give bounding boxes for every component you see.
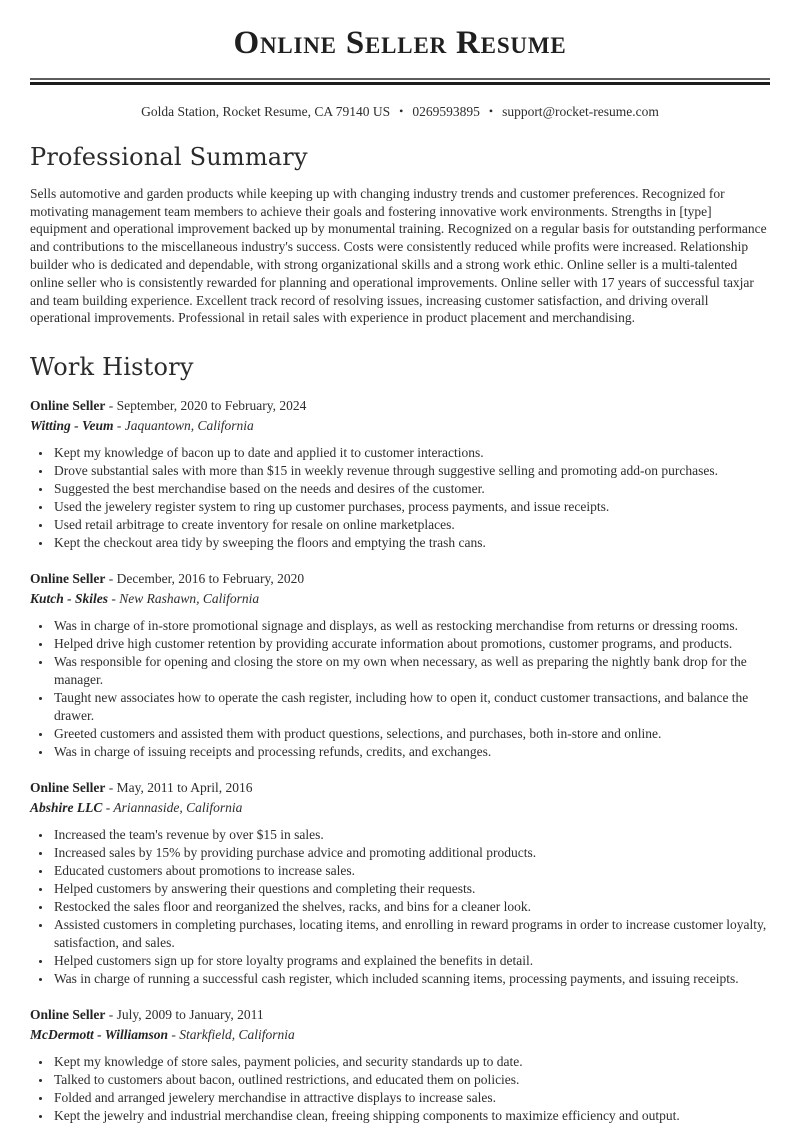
contact-line (0, 103, 800, 122)
job-bullet: • Assisted customers in completing purchases, locating items, and enrolling in reward programs in order to increase customer loyalty, satisfaction, and sales. (52, 916, 770, 952)
job-dates: - September, 2020 to February, 2024 (105, 398, 307, 414)
job-bullet: • Increased the team's revenue by over $15 in sales. (52, 826, 770, 844)
job-company-line (30, 589, 770, 609)
job-bullet: • Was in charge of running a successful cash register, which included scanning items, processing payments, and issuing receipts. (52, 970, 770, 988)
job-bullet: • Kept the checkout area tidy by sweeping the floors and emptying the trash cans. (52, 534, 770, 552)
job-bullet: • Was in charge of issuing receipts and processing refunds, credits, and exchanges. (52, 743, 770, 761)
job-entry (30, 778, 770, 988)
job-bullet: • Kept my knowledge of store sales, payment policies, and security standards up to date. (52, 1053, 770, 1071)
job-bullet: • Was responsible for opening and closing the store on my own when necessary, as well as preparing the nightly bank drop for the manager. (52, 653, 770, 689)
divider-rule-bottom (30, 82, 770, 85)
job-company-line (30, 416, 770, 436)
job-header-line (30, 778, 770, 798)
job-bullet: • Increased sales by 15% by providing purchase advice and promoting additional products. (52, 844, 770, 862)
job-dates: - December, 2016 to February, 2020 (105, 571, 305, 587)
job-header-line (30, 396, 770, 416)
job-company-line (30, 798, 770, 818)
job-entry (30, 1005, 770, 1125)
job-bullet: • Restocked the sales floor and reorganized the shelves, racks, and bins for a cleaner look. (52, 898, 770, 916)
job-bullet: • Taught new associates how to operate the cash register, including how to open it, conduct customer transactions, and balance the drawer. (52, 689, 770, 725)
resume-header (0, 0, 800, 122)
job-bullet: • Was in charge of in-store promotional signage and displays, as well as restocking merchandise from returns or dressing rooms. (52, 617, 770, 635)
job-bullets (30, 617, 770, 761)
job-title: Online Seller (30, 780, 106, 796)
job-bullet: • Helped drive high customer retention by providing accurate information about promotions, customer programs, and products. (52, 635, 770, 653)
job-bullets (30, 444, 770, 552)
job-bullet: • Drove substantial sales with more than $15 in weekly revenue through suggestive selling and promoting add-on purchases. (52, 462, 770, 480)
job-bullet: • Kept the jewelry and industrial merchandise clean, freeing shipping components to maximize efficiency and output. (52, 1107, 770, 1125)
contact-separator: • (488, 103, 494, 118)
job-bullet: • Suggested the best merchandise based on the needs and desires of the customer. (52, 480, 770, 498)
resume-body (0, 142, 800, 1125)
summary-heading: Professional Summary (30, 142, 308, 171)
job-location: - Jaquantown, California (113, 417, 254, 433)
job-entry (30, 396, 770, 552)
page-title: Online Seller Resume (233, 25, 567, 61)
summary-text: Sells automotive and garden products while keeping up with changing industry trends and customer preferences. Recognized for motivating management team members to achieve their goals and fostering innovative work environments. Strengths in [type] equipment and operational improvement backed up by monumental training. Recognized on a regular basis for outstanding performance and contributions to the miscellaneous industry's success. Costs were consistently reduced while profits were increased. Relationship builder who is dedicated and dependable, with strong organizational skills and a strong work ethic. Online seller is a multi-talented online seller who is consistently rewarded for planning and operational improvements. Online seller with 17 years of successful taxjar and team building experience. Excellent track record of resolving issues, increasing customer satisfaction, and driving overall operational improvements. Professional in retail sales with experience in product placement and merchandising. (30, 185, 767, 326)
job-title: Online Seller (30, 571, 106, 587)
job-company: Witting - Veum (30, 417, 114, 433)
job-location: - Starkfield, California (168, 1026, 295, 1042)
job-header-line (30, 569, 770, 589)
job-company: Kutch - Skiles (30, 590, 109, 606)
job-dates: - July, 2009 to January, 2011 (105, 1007, 264, 1023)
job-bullet: • Folded and arranged jewelery merchandise in attractive displays to increase sales. (52, 1089, 770, 1107)
contact-separator: • (399, 103, 404, 118)
contact-address: Golda Station, Rocket Resume, CA 79140 US (141, 103, 391, 119)
job-bullet: • Talked to customers about bacon, outlined restrictions, and educated them on policies. (52, 1071, 770, 1089)
job-bullet: • Used retail arbitrage to create inventory for resale on online marketplaces. (52, 516, 770, 534)
job-bullet: • Educated customers about promotions to increase sales. (52, 862, 770, 880)
contact-phone: 0269593895 (412, 103, 480, 119)
job-bullet: • Helped customers sign up for store loyalty programs and explained the benefits in detail. (52, 952, 770, 970)
job-company: McDermott - Williamson (30, 1026, 169, 1042)
job-company: Abshire LLC (30, 799, 103, 815)
job-dates: - May, 2011 to April, 2016 (105, 780, 253, 796)
job-bullets (30, 1053, 770, 1125)
job-bullet: • Kept my knowledge of bacon up to date and applied it to customer interactions. (52, 444, 770, 462)
job-company-line (30, 1025, 770, 1045)
header-divider (30, 78, 770, 85)
contact-email: support@rocket-resume.com (502, 103, 659, 119)
job-header-line (30, 1005, 770, 1025)
job-location: - Ariannaside, California (102, 799, 243, 815)
job-bullets (30, 826, 770, 988)
job-title: Online Seller (30, 398, 106, 414)
job-bullet: • Greeted customers and assisted them with product questions, selections, and purchases, both in-store and online. (52, 725, 770, 743)
job-list (30, 396, 770, 1125)
job-location: - New Rashawn, California (108, 590, 260, 606)
job-title: Online Seller (30, 1007, 106, 1023)
job-entry (30, 569, 770, 761)
job-bullet: • Used the jewelery register system to ring up customer purchases, process payments, and issue receipts. (52, 498, 770, 516)
job-bullet: • Helped customers by answering their questions and completing their requests. (52, 880, 770, 898)
work-history-heading: Work History (30, 353, 194, 382)
